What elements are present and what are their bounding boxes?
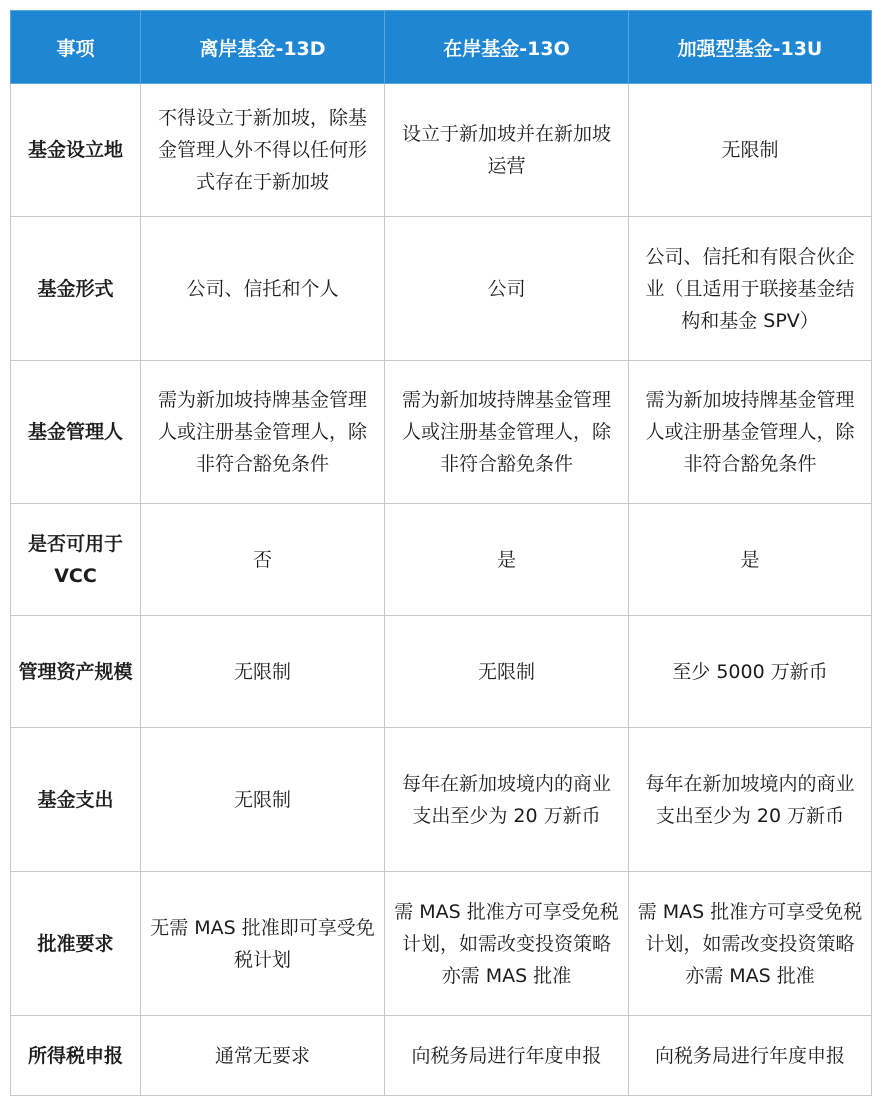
row-label: 基金支出 [11,728,141,872]
table-row [11,872,872,1016]
table-row [11,361,872,504]
row-label: 管理资产规模 [11,616,141,728]
row-label: 基金形式 [11,217,141,361]
table-cell: 至少 5000 万新币 [629,616,872,728]
table-row [11,217,872,361]
table-cell: 公司、信托和有限合伙企业（且适用于联接基金结构和基金 SPV） [629,217,872,361]
table-cell: 每年在新加坡境内的商业支出至少为 20 万新币 [629,728,872,872]
table-row [11,616,872,728]
table-cell: 否 [141,504,385,616]
table-row [11,1016,872,1096]
table-cell: 每年在新加坡境内的商业支出至少为 20 万新币 [385,728,629,872]
fund-comparison-table [10,10,872,1096]
row-label: 基金设立地 [11,84,141,217]
row-label: 是否可用于 VCC [11,504,141,616]
table-cell: 是 [629,504,872,616]
table-cell: 是 [385,504,629,616]
table-cell: 向税务局进行年度申报 [385,1016,629,1096]
table-cell: 需 MAS 批准方可享受免税计划，如需改变投资策略亦需 MAS 批准 [385,872,629,1016]
table-cell: 无需 MAS 批准即可享受免税计划 [141,872,385,1016]
table-cell: 通常无要求 [141,1016,385,1096]
table-cell: 需为新加坡持牌基金管理人或注册基金管理人，除非符合豁免条件 [385,361,629,504]
table-row [11,84,872,217]
header-item: 事项 [11,11,141,84]
table-cell: 设立于新加坡并在新加坡运营 [385,84,629,217]
table-cell: 需 MAS 批准方可享受免税计划，如需改变投资策略亦需 MAS 批准 [629,872,872,1016]
table-cell: 向税务局进行年度申报 [629,1016,872,1096]
header-onshore-fund: 在岸基金-13O [385,11,629,84]
table-cell: 无限制 [141,616,385,728]
header-enhanced-fund: 加强型基金-13U [629,11,872,84]
table-cell: 无限制 [385,616,629,728]
row-label: 批准要求 [11,872,141,1016]
header-offshore-fund: 离岸基金-13D [141,11,385,84]
header-row [11,11,872,84]
table-row [11,504,872,616]
table-cell: 公司、信托和个人 [141,217,385,361]
table-cell: 无限制 [629,84,872,217]
table-container [10,10,872,1096]
table-cell: 公司 [385,217,629,361]
table-cell: 不得设立于新加坡，除基金管理人外不得以任何形式存在于新加坡 [141,84,385,217]
row-label: 所得税申报 [11,1016,141,1096]
table-cell: 需为新加坡持牌基金管理人或注册基金管理人，除非符合豁免条件 [629,361,872,504]
row-label: 基金管理人 [11,361,141,504]
table-row [11,728,872,872]
table-cell: 需为新加坡持牌基金管理人或注册基金管理人，除非符合豁免条件 [141,361,385,504]
table-cell: 无限制 [141,728,385,872]
